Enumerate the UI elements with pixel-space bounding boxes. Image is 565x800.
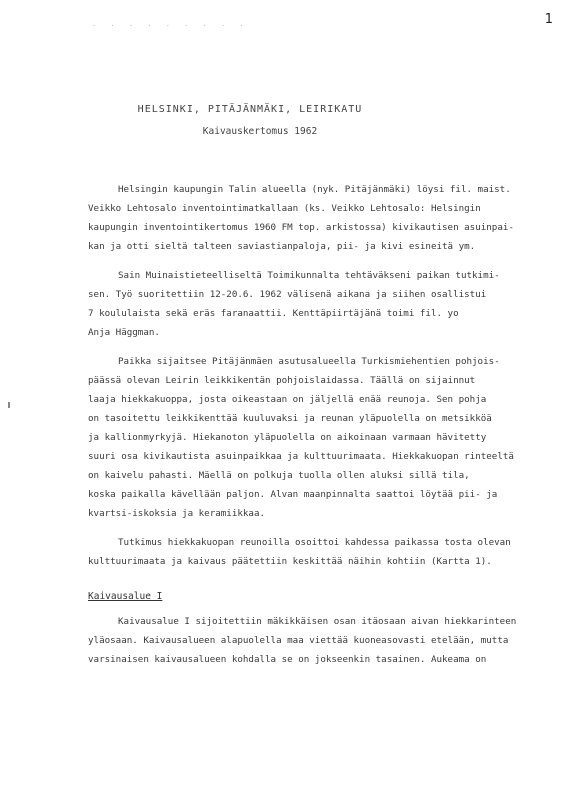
scan-marks: · · · · · · · · · bbox=[92, 22, 249, 30]
text-line: Sain Muinaistieteelliseltä Toimikunnalta tehtäväkseni paikan tutkimi- bbox=[118, 270, 500, 281]
text-line: ja kallionmyrkyjä. Hiekanoton yläpuolella on aikoinaan varmaan hävitetty bbox=[88, 432, 487, 443]
body-text bbox=[88, 180, 538, 679]
text-line: Helsingin kaupungin Talin alueella (nyk. Pitäjänmäki) löysi fil. maist. bbox=[118, 184, 511, 195]
text-line: Kaivausalue I sijoitettiin mäkikkäisen osan itäosaan aivan hiekkarinteen bbox=[118, 616, 517, 627]
text-line: koska paikalla kävellään paljon. Alvan maanpinnalta saattoi löytää pii- ja bbox=[88, 489, 498, 500]
text-line: sen. Työ suoritettiin 12-20.6. 1962 välisenä aikana ja siihen osallistui bbox=[88, 289, 487, 300]
text-line: varsinaisen kaivausalueen kohdalla se on jokseenkin tasainen. Aukeama on bbox=[88, 654, 487, 665]
document-subtitle: Kaivauskertomus 1962 bbox=[202, 126, 318, 137]
text-line: on tasoitettu leikkikenttää kuuluvaksi ja reunan yläpuolella on metsikköä bbox=[88, 413, 492, 424]
text-line: yläosaan. Kaivausalueen alapuolella maa viettää kuoneasovasti etelään, mutta bbox=[88, 635, 509, 646]
text-line: kvartsi-iskoksia ja keramiikkaa. bbox=[88, 508, 266, 519]
text-line: Paikka sijaitsee Pitäjänmäen asutusalueella Turkismiehentien pohjois- bbox=[118, 356, 500, 367]
text-line: kulttuurimaata ja kaivaus päätettiin keskittää näihin kohtiin (Kartta 1). bbox=[88, 556, 492, 567]
page-number: 1 bbox=[544, 12, 553, 27]
margin-mark bbox=[8, 402, 10, 408]
text-line: kaupungin inventointikertomus 1960 FM top. arkistossa) kivikautisen asuinpai- bbox=[88, 222, 514, 233]
text-line: suuri osa kivikautista asuinpaikkaa ja kulttuurimaata. Hiekkakuopan rinteeltä bbox=[88, 451, 514, 462]
text-line: laaja hiekkakuoppa, josta oikeastaan on jäljellä enää reunoja. Sen pohja bbox=[88, 394, 487, 405]
document-title: HELSINKI, PITÄJÄNMÄKI, LEIRIKATU bbox=[137, 104, 363, 115]
text-line: kan ja otti sieltä talteen saviastianpaloja, pii- ja kivi esineitä ym. bbox=[88, 241, 476, 252]
text-line: 7 koululaista sekä eräs faranaattii. Kenttäpiirtäjänä toimi fil. yo bbox=[88, 308, 459, 319]
paragraph-3 bbox=[88, 352, 538, 523]
section-paragraph bbox=[88, 612, 538, 669]
section-heading: Kaivausalue I bbox=[88, 591, 163, 602]
paragraph-4 bbox=[88, 533, 538, 571]
text-line: päässä olevan Leirin leikkikentän pohjoislaidassa. Täällä on sijainnut bbox=[88, 375, 476, 386]
text-line: on kaivelu pahasti. Mäellä on polkuja tuolla ollen aluksi sillä tila, bbox=[88, 470, 470, 481]
text-line: Tutkimus hiekkakuopan reunoilla osoittoi kahdessa paikassa tosta olevan bbox=[118, 537, 511, 548]
paragraph-2 bbox=[88, 266, 538, 342]
text-line: Veikko Lehtosalo inventointimatkallaan (ks. Veikko Lehtosalo: Helsingin bbox=[88, 203, 481, 214]
paragraph-1 bbox=[88, 180, 538, 256]
text-line: Anja Häggman. bbox=[88, 327, 160, 338]
